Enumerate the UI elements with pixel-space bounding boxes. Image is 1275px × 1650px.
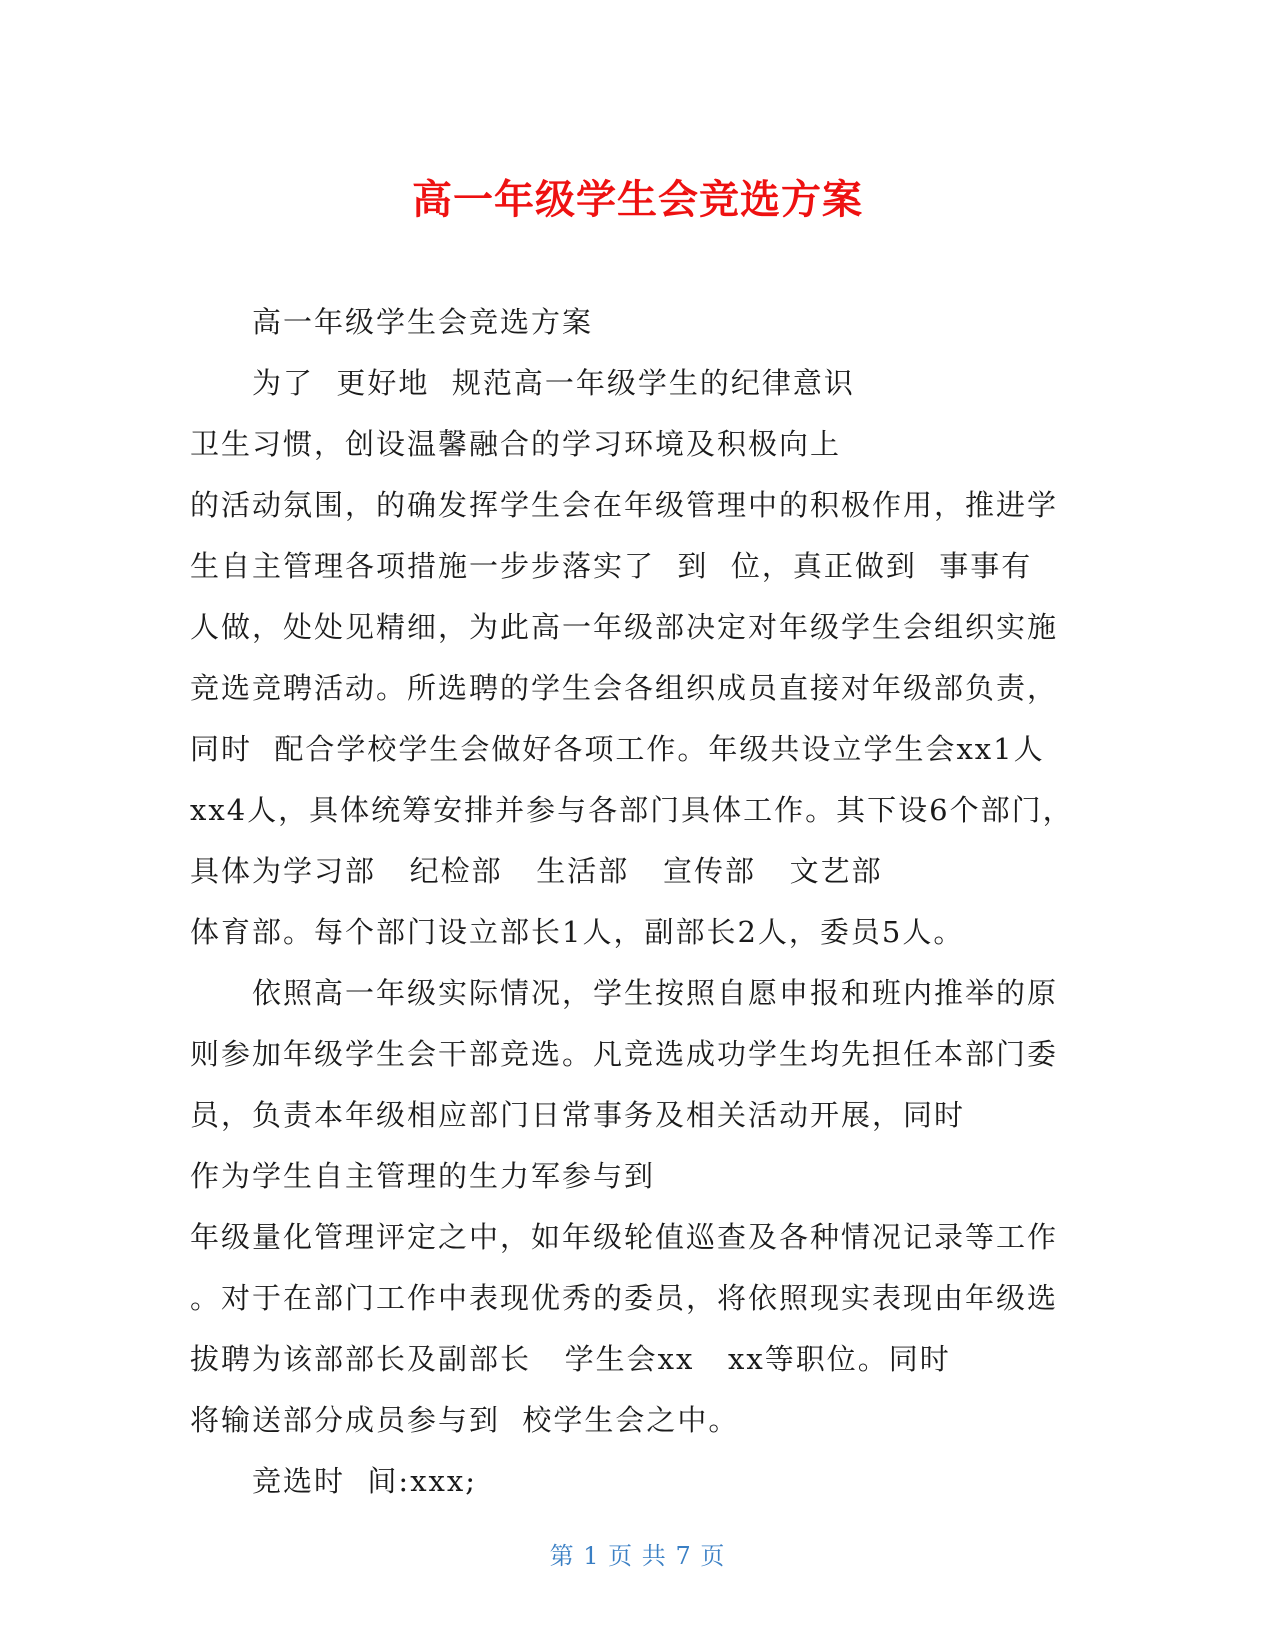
- body-line: 竞选时 间:xxx;: [252, 1464, 478, 1498]
- body-line: 人做，处处见精细，为此高一年级部决定对年级学生会组织实施: [190, 610, 1059, 644]
- body-line: 的活动氛围，的确发挥学生会在年级管理中的积极作用，推进学: [190, 488, 1059, 522]
- body-line: 依照高一年级实际情况，学生按照自愿申报和班内推举的原: [252, 976, 1059, 1010]
- document-body: [190, 292, 1080, 1512]
- document-title: 高一年级学生会竞选方案: [412, 177, 863, 223]
- body-line: 为了 更好地 规范高一年级学生的纪律意识: [252, 366, 855, 400]
- body-line: 员，负责本年级相应部门日常事务及相关活动开展，同时: [190, 1098, 966, 1132]
- body-line: 卫生习惯，创设温馨融合的学习环境及积极向上: [190, 427, 842, 461]
- page-number-label: 第 1 页 共 7 页: [549, 1542, 726, 1570]
- body-line: 拔聘为该部部长及副部长 学生会xx xx等职位。同时: [190, 1342, 951, 1376]
- body-line: 则参加年级学生会干部竞选。凡竞选成功学生均先担任本部门委: [190, 1037, 1059, 1071]
- body-line: 将输送部分成员参与到 校学生会之中。: [190, 1403, 740, 1437]
- body-line: 高一年级学生会竞选方案: [252, 305, 594, 339]
- page-footer: [0, 1536, 1275, 1571]
- body-line: 作为学生自主管理的生力军参与到: [190, 1159, 656, 1193]
- body-line: 年级量化管理评定之中，如年级轮值巡查及各种情况记录等工作: [190, 1220, 1059, 1254]
- body-line: xx4人，具体统筹安排并参与各部门具体工作。其下设6个部门，: [190, 793, 1074, 827]
- body-line: 竞选竞聘活动。所选聘的学生会各组织成员直接对年级部负责，: [190, 671, 1059, 705]
- body-line: 体育部。每个部门设立部长1人，副部长2人，委员5人。: [190, 915, 965, 949]
- body-line: 。对于在部门工作中表现优秀的委员，将依照现实表现由年级选: [190, 1281, 1059, 1315]
- body-line: 具体为学习部 纪检部 生活部 宣传部 文艺部: [190, 854, 883, 888]
- body-line: 同时 配合学校学生会做好各项工作。年级共设立学生会xx1人: [190, 732, 1045, 766]
- body-line: 生自主管理各项措施一步步落实了 到 位，真正做到 事事有: [190, 549, 1033, 583]
